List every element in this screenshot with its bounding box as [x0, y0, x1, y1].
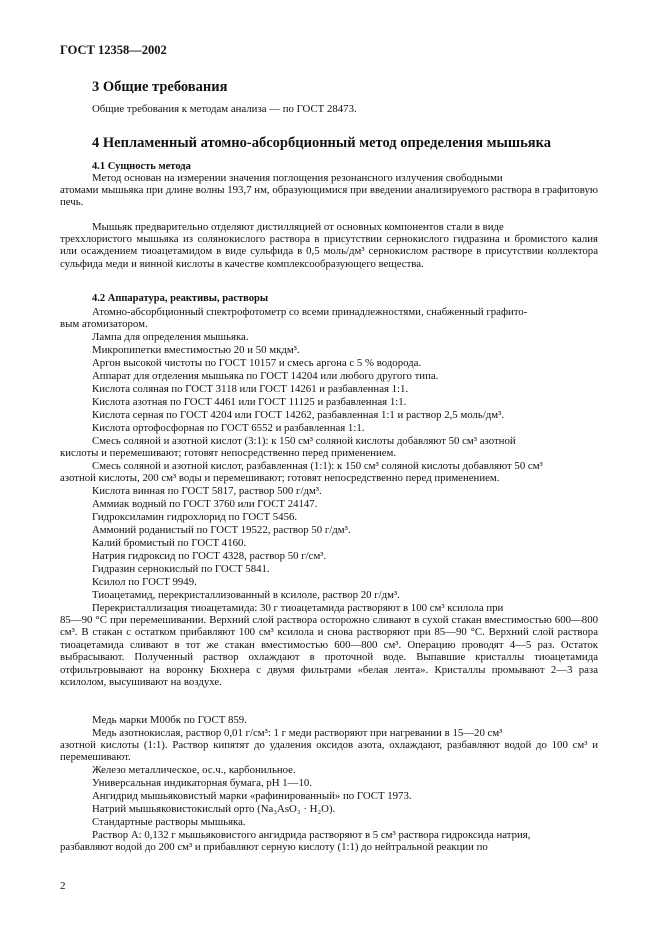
section-3-title: 3 Общие требования — [92, 79, 228, 95]
list-item: Кислота ортофосфорная по ГОСТ 6552 и разбавленная 1:1. — [92, 422, 365, 434]
list-item: Аммоний роданистый по ГОСТ 19522, раствор 50 г/дм³. — [92, 524, 351, 536]
list-item: Кислота винная по ГОСТ 5817, раствор 500 г/дм³. — [92, 485, 322, 497]
list-item: Смесь соляной и азотной кислот (3:1): к 150 см³ соляной кислоты добавляют 50 см³ азотной — [92, 435, 516, 447]
section-3-text: Общие требования к методам анализа — по ГОСТ 28473. — [92, 103, 357, 115]
page-number: 2 — [60, 880, 66, 892]
list-item: Лампа для определения мышьяка. — [92, 331, 249, 343]
list-item: Медь марки М00бк по ГОСТ 859. — [92, 714, 247, 726]
paragraph-method-rest: атомами мышьяка при длине волны 193,7 нм, образующимися при введении анализируемого раствора в графитовую печь. — [60, 184, 598, 209]
list-item: Ксилол по ГОСТ 9949. — [92, 576, 197, 588]
list-item: Кислота соляная по ГОСТ 3118 или ГОСТ 14261 и разбавленная 1:1. — [92, 383, 409, 395]
list-item: Стандартные растворы мышьяка. — [92, 816, 246, 828]
list-item: Натрия гидроксид по ГОСТ 4328, раствор 50 г/см³. — [92, 550, 327, 562]
list-item-cont: вым атомизатором. — [60, 318, 148, 330]
list-item: Аргон высокой чистоты по ГОСТ 10157 и смесь аргона с 5 % водорода. — [92, 357, 422, 369]
list-item: Натрий мышьяковистокислый орто (Na₃AsO₃ · H₂O). — [92, 803, 336, 815]
list-item: Кислота серная по ГОСТ 4204 или ГОСТ 14262, разбавленная 1:1 и раствор 2,5 моль/дм³. — [92, 409, 505, 421]
list-item: Калий бромистый по ГОСТ 4160. — [92, 537, 247, 549]
list-item: Тиоацетамид, перекристаллизованный в ксилоле, раствор 20 г/дм³. — [92, 589, 400, 601]
list-item: Железо металлическое, ос.ч., карбонильное. — [92, 764, 296, 776]
section-4-title: 4 Непламенный атомно-абсорбционный метод определения мышьяка — [92, 135, 552, 151]
paragraph-method-l1: Метод основан на измерении значения поглощения резонансного излучения свободными — [92, 172, 503, 184]
list-item: Атомно-абсорбционный спектрофотометр со всеми принадлежностями, снабженный графито- — [92, 306, 528, 318]
list-item: Универсальная индикаторная бумага, pH 1—10. — [92, 777, 312, 789]
list-item: Перекристаллизация тиоацетамида: 30 г тиоацетамида растворяют в 100 см³ ксилола при — [92, 602, 504, 614]
list-item: Ангидрид мышьяковистый марки «рафинированный» по ГОСТ 1973. — [92, 790, 412, 802]
list-item: Аммиак водный по ГОСТ 3760 или ГОСТ 24147. — [92, 498, 318, 510]
list-item-cont: азотной кислоты, 200 см³ воды и перемешивают; готовят непосредственно перед применением. — [60, 472, 500, 484]
list-item: Смесь соляной и азотной кислот, разбавленная (1:1): к 150 см³ соляной кислоты добавляют 50 см³ — [92, 460, 543, 472]
list-item: Аппарат для отделения мышьяка по ГОСТ 14204 или любого другого типа. — [92, 370, 439, 382]
list-item-cont: кислоты и перемешивают; готовят непосредственно перед применением. — [60, 447, 397, 459]
list-item-cont: 85—90 °С при перемешивании. Верхний слой раствора осторожно сливают в сухой стакан вместимостью 600—800 см³. В стакан с остатком прибавляют 100 см³ ксилола и снова растворяют при 85—90 °С. Верхний слой раствора тиоацетамида сливают в тот же стакан вместимостью 600—800 см³. Операцию проводят 4—5 раз. Остаток выбрасывают. Полученный раствор охлаждают в проточной воде. Выпавшие кристаллы тиоацетамида отфильтровывают на воронку Бюхнера с двумя фильтрами «белая лента». Кристаллы промывают 2—3 раза ксилолом, высушивают на воздухе. — [60, 614, 598, 689]
list-item-cont: разбавляют водой до 200 см³ и прибавляют серную кислоту (1:1) до нейтральной реакции по — [60, 841, 488, 853]
list-item-cont: азотной кислоты (1:1). Раствор кипятят до удаления оксидов азота, охлаждают, разбавляют водой до 100 см³ и перемешивают. — [60, 739, 598, 764]
list-item: Микропипетки вместимостью 20 и 50 мкдм³. — [92, 344, 300, 356]
subsection-4-1-title: 4.1 Сущность метода — [92, 161, 191, 172]
paragraph-separation-l1: Мышьяк предварительно отделяют дистилляцией от основных компонентов стали в виде — [92, 221, 504, 233]
standard-header: ГОСТ 12358—2002 — [60, 43, 167, 57]
subsection-4-2-title: 4.2 Аппаратура, реактивы, растворы — [92, 293, 269, 304]
list-item: Гидразин сернокислый по ГОСТ 5841. — [92, 563, 270, 575]
list-item: Кислота азотная по ГОСТ 4461 или ГОСТ 11125 и разбавленная 1:1. — [92, 396, 407, 408]
list-item: Раствор А: 0,132 г мышьяковистого ангидрида растворяют в 5 см³ раствора гидроксида натрия, — [92, 829, 531, 841]
paragraph-separation-rest: треххлористого мышьяка из солянокислого раствора в присутствии сернокислого гидразина и бромистого калия или осаждением тиоацетамидом в виде сульфида в 0,5 моль/дм³ сернокислом растворе в присутствии коллектора сульфида меди и винной кислоты в качестве комплексообразующего вещества. — [60, 233, 598, 270]
list-item: Гидроксиламин гидрохлорид по ГОСТ 5456. — [92, 511, 298, 523]
list-item: Медь азотнокислая, раствор 0,01 г/см³: 1 г меди растворяют при нагревании в 15—20 см³ — [92, 727, 503, 739]
